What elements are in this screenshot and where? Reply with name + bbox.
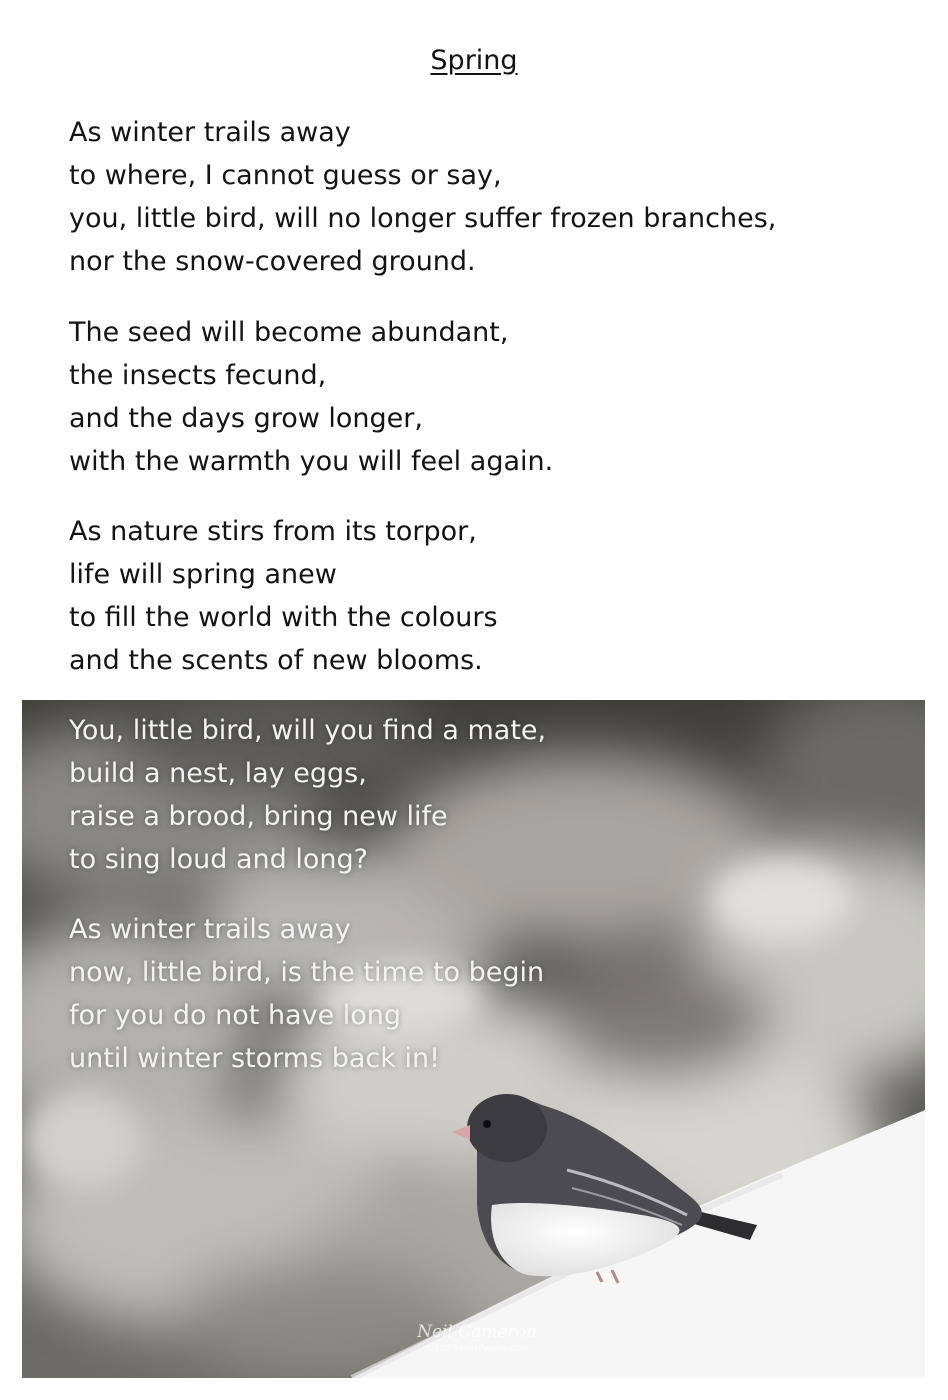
photographer-watermark xyxy=(407,1322,547,1354)
stanza-3 xyxy=(69,510,498,682)
poem-line: for you do not have long xyxy=(69,1000,402,1031)
stanza-1 xyxy=(69,111,776,283)
poem-line: As winter trails away xyxy=(69,914,351,945)
poem-line: As winter trails away xyxy=(69,117,351,148)
poem-line: You, little bird, will you find a mate, xyxy=(69,715,547,746)
stanza-4 xyxy=(69,709,546,881)
stanza-2 xyxy=(69,311,553,483)
bird-photo xyxy=(22,700,925,1378)
poem-line: to where, I cannot guess or say, xyxy=(69,160,502,191)
poem-line: the insects fecund, xyxy=(69,360,327,391)
poem-line: you, little bird, will no longer suffer frozen branches, xyxy=(69,203,777,234)
signature-name: Neil Cameron xyxy=(417,1322,537,1342)
poem-title: Spring xyxy=(430,45,518,76)
poem-line: and the scents of new blooms. xyxy=(69,645,483,676)
poem-line: raise a brood, bring new life xyxy=(69,801,448,832)
poem-line: and the days grow longer, xyxy=(69,403,423,434)
poem-line: to fill the world with the colours xyxy=(69,602,498,633)
poem-line: with the warmth you will feel again. xyxy=(69,446,554,477)
poem-line: build a nest, lay eggs, xyxy=(69,758,367,789)
copyright-text: ©2025 motifwebs.com xyxy=(425,1344,529,1354)
poem-line: to sing loud and long? xyxy=(69,844,368,875)
stanza-5 xyxy=(69,908,544,1080)
poem-line: until winter storms back in! xyxy=(69,1043,440,1074)
poem-line: As nature stirs from its torpor, xyxy=(69,516,477,547)
poem-line: nor the snow-covered ground. xyxy=(69,246,476,277)
poem-line: The seed will become abundant, xyxy=(69,317,509,348)
poem-line: life will spring anew xyxy=(69,559,337,590)
poem-line: now, little bird, is the time to begin xyxy=(69,957,545,988)
